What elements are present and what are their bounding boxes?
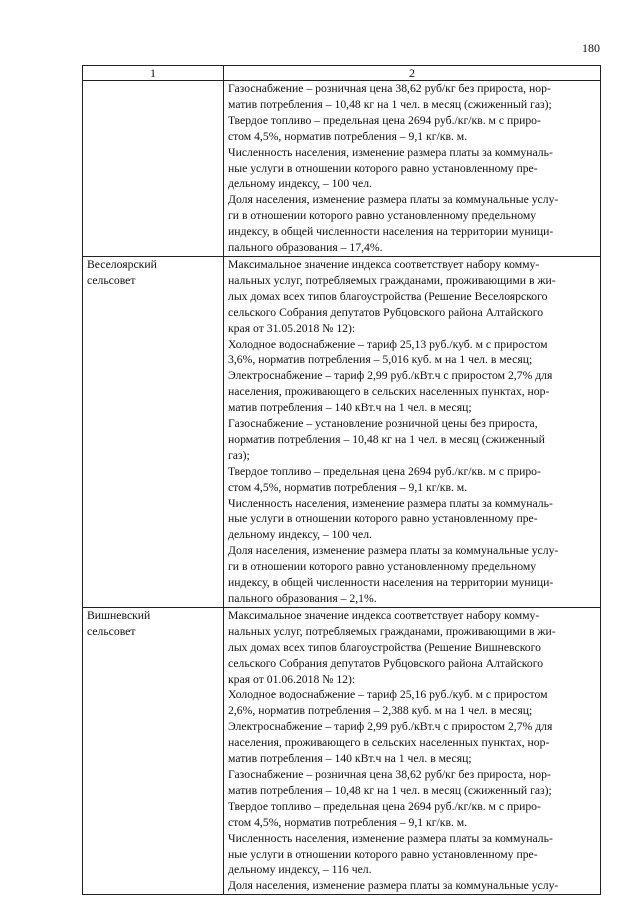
row-description [224, 81, 601, 257]
paragraph: Холодное водоснабжение – тариф 25,13 руб./куб. м с приростом 3,6%, норматив потребления – 5,016 куб. м на 1 чел. в месяц; [228, 337, 548, 367]
municipality-name: Вишневский сельсовет [83, 607, 224, 894]
paragraph: Газоснабжение – розничная цена 38,62 руб/кг без прироста, нор- матив потребления – 10,48 кг на 1 чел. в месяц (сжиженный газ); [228, 82, 552, 111]
page-number: 180 [582, 41, 600, 55]
paragraph: Твердое топливо – предельная цена 2694 руб./кг/кв. м с приро- стом 4,5%, норматив потребления – 9,1 кг/кв. м. [228, 799, 541, 829]
paragraph: Электроснабжение – тариф 2,99 руб./кВт.ч с приростом 2,7% для населения, проживающего в сельских населенных пунктах, нор- матив потребления – 140 кВт.ч на 1 чел. в месяц; [228, 720, 553, 766]
paragraph: Численность населения, изменение размера платы за коммуналь- ные услуги в отношении которого равно установленному пре- дельному индексу, – 100 чел. [228, 145, 553, 191]
row-description [224, 607, 601, 894]
municipality-name: Веселоярский сельсовет [83, 256, 224, 607]
paragraph: Газоснабжение – розничная цена 38,62 руб/кг без прироста, нор- матив потребления – 10,48 кг на 1 чел. в месяц (сжиженный газ); [228, 767, 552, 797]
paragraph: Доля населения, изменение размера платы за коммунальные услу- [228, 879, 559, 893]
paragraph: Электроснабжение – тариф 2,99 руб./кВт.ч с приростом 2,7% для населения, проживающего в сельских населенных пунктах, нор- матив потребления – 140 кВт.ч на 1 чел. в месяц; [228, 369, 553, 415]
paragraph: Численность населения, изменение размера платы за коммуналь- ные услуги в отношении которого равно установленному пре- дельному индексу, – 116 чел. [228, 831, 553, 877]
tariff-table [82, 65, 601, 895]
column-header-2: 2 [224, 66, 601, 81]
table-row [83, 256, 601, 607]
paragraph: Газоснабжение – установление розничной цены без прироста, норматив потребления – 10,48 кг на 1 чел. в месяц (сжиженный газ); [228, 417, 545, 462]
paragraph: Численность населения, изменение размера платы за коммуналь- ные услуги в отношении которого равно установленному пре- дельному индексу, – 100 чел. [228, 496, 553, 542]
table-row [83, 81, 601, 257]
paragraph: Доля населения, изменение размера платы за коммунальные услу- ги в отношении которого равно установленному предельному индексу, в общей численности населения на территории муници- пального образования – 17,4%. [228, 193, 559, 255]
paragraph: Доля населения, изменение размера платы за коммунальные услу- ги в отношении которого равно установленному предельному индексу, в общей численности населения на территории муници- пального образования – 2,1%. [228, 544, 559, 605]
table-header-row [83, 66, 601, 81]
paragraph: Твердое топливо – предельная цена 2694 руб./кг/кв. м с приро- стом 4,5%, норматив потребления – 9,1 кг/кв. м. [228, 464, 541, 494]
paragraph: Твердое топливо – предельная цена 2694 руб./кг/кв. м с приро- стом 4,5%, норматив потребления – 9,1 кг/кв. м. [228, 113, 541, 143]
paragraph: Холодное водоснабжение – тариф 25,16 руб./куб. м с приростом 2,6%, норматив потребления – 2,388 куб. м на 1 чел. в месяц; [228, 688, 548, 718]
paragraph: Максимальное значение индекса соответствует набору комму- нальных услуг, потребляемых гражданами, проживающими в жи- лых домах всех типов благоустройства (Решение Веселоярского сельского Собрания депутатов Рубцовского района Алтайского края от 31.05.2018 № 12): [228, 257, 556, 335]
column-header-1: 1 [83, 66, 224, 81]
table-row [83, 607, 601, 894]
row-description [224, 256, 601, 607]
municipality-name [83, 81, 224, 257]
paragraph: Максимальное значение индекса соответствует набору комму- нальных услуг, потребляемых гражданами, проживающими в жи- лых домах всех типов благоустройства (Решение Вишневского сельского Собрания депутатов Рубцовского района Алтайского края от 01.06.2018 № 12): [228, 608, 556, 686]
